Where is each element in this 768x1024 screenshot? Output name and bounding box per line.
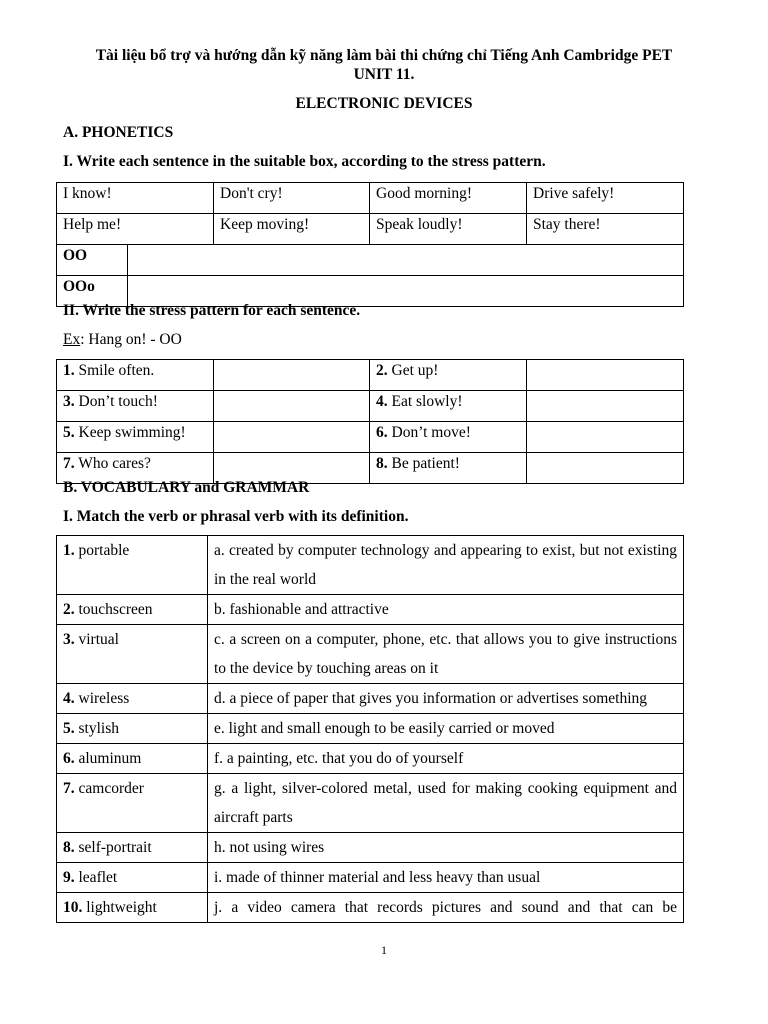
sentence-cell: Don't cry! [214, 183, 370, 214]
pattern-label-oo: OO [57, 245, 128, 276]
word-cell: 4. wireless [57, 684, 208, 714]
word-cell: 1. portable [57, 536, 208, 595]
word-cell: 5. stylish [57, 714, 208, 744]
section-b-heading: B. VOCABULARY and GRAMMAR [63, 479, 310, 496]
sentence-cell: 1. Smile often. [57, 360, 214, 391]
table-row [57, 833, 684, 863]
example-label: Ex [63, 331, 81, 348]
table-row [57, 625, 684, 684]
sentence-cell: 8. Be patient! [370, 453, 527, 484]
definition-cell: i. made of thinner material and less heavy than usual [208, 863, 684, 893]
table-row [57, 360, 684, 391]
word-cell: 7. camcorder [57, 774, 208, 833]
example-line [63, 331, 182, 349]
stress-pattern-table [56, 359, 684, 484]
answer-cell[interactable] [527, 360, 684, 391]
sentence-cell: Drive safely! [527, 183, 684, 214]
definition-cell: a. created by computer technology and appearing to exist, but not existing in the real world [208, 536, 684, 595]
table-row [57, 245, 684, 276]
sentence-cell: Good morning! [370, 183, 527, 214]
definition-cell: d. a piece of paper that gives you information or advertises something [208, 684, 684, 714]
table-row [57, 893, 684, 923]
vocab-ex1-instruction: I. Match the verb or phrasal verb with its definition. [63, 508, 409, 525]
page-number: 1 [381, 943, 387, 957]
answer-cell[interactable] [214, 391, 370, 422]
table-row [57, 214, 684, 245]
document-header-line1: Tài liệu bổ trợ và hướng dẫn kỹ năng làm bài thi chứng chỉ Tiếng Anh Cambridge PET [95, 47, 673, 64]
answer-cell[interactable] [214, 360, 370, 391]
word-cell: 2. touchscreen [57, 595, 208, 625]
definition-cell: c. a screen on a computer, phone, etc. that allows you to give instructions to the device by touching areas on it [208, 625, 684, 684]
table-row [57, 422, 684, 453]
vocabulary-match-table [56, 535, 684, 923]
word-cell: 8. self-portrait [57, 833, 208, 863]
example-text: : Hang on! - OO [80, 331, 182, 348]
definition-cell: e. light and small enough to be easily carried or moved [208, 714, 684, 744]
word-cell: 3. virtual [57, 625, 208, 684]
table-row [57, 536, 684, 595]
table-row [57, 714, 684, 744]
answer-cell[interactable] [527, 391, 684, 422]
table-row [57, 744, 684, 774]
sentence-cell: 2. Get up! [370, 360, 527, 391]
sentence-cell: 4. Eat slowly! [370, 391, 527, 422]
sentence-cell: Help me! [57, 214, 214, 245]
definition-cell: f. a painting, etc. that you do of yourself [208, 744, 684, 774]
sentence-cell: 3. Don’t touch! [57, 391, 214, 422]
unit-label: UNIT 11. [353, 66, 415, 83]
table-row [57, 684, 684, 714]
sentence-cell: 5. Keep swimming! [57, 422, 214, 453]
answer-cell[interactable] [527, 453, 684, 484]
unit-title: ELECTRONIC DEVICES [295, 95, 473, 112]
definition-cell: g. a light, silver-colored metal, used for making cooking equipment and aircraft parts [208, 774, 684, 833]
table-row [57, 595, 684, 625]
table-row [57, 863, 684, 893]
phonetics-ex2-instruction: II. Write the stress pattern for each sentence. [63, 302, 361, 319]
sentence-cell: Keep moving! [214, 214, 370, 245]
sentence-cell: I know! [57, 183, 214, 214]
sentence-cell: Stay there! [527, 214, 684, 245]
word-cell: 10. lightweight [57, 893, 208, 923]
sentence-cell: 7. Who cares? [57, 453, 214, 484]
answer-box-oo[interactable] [128, 245, 684, 276]
table-row [57, 391, 684, 422]
phonetics-ex1-instruction: I. Write each sentence in the suitable box, according to the stress pattern. [63, 153, 546, 170]
definition-cell: b. fashionable and attractive [208, 595, 684, 625]
pattern-label-ooo: OOo [57, 276, 128, 307]
sentence-cell: 6. Don’t move! [370, 422, 527, 453]
word-cell: 9. leaflet [57, 863, 208, 893]
sentence-cell: Speak loudly! [370, 214, 527, 245]
word-cell: 6. aluminum [57, 744, 208, 774]
stress-pattern-sort-table [56, 182, 684, 307]
answer-cell[interactable] [214, 422, 370, 453]
definition-cell: h. not using wires [208, 833, 684, 863]
table-row [57, 774, 684, 833]
answer-cell[interactable] [527, 422, 684, 453]
table-row [57, 183, 684, 214]
definition-cell: j. a video camera that records pictures and sound and that can be [208, 893, 684, 923]
section-a-heading: A. PHONETICS [63, 124, 174, 141]
